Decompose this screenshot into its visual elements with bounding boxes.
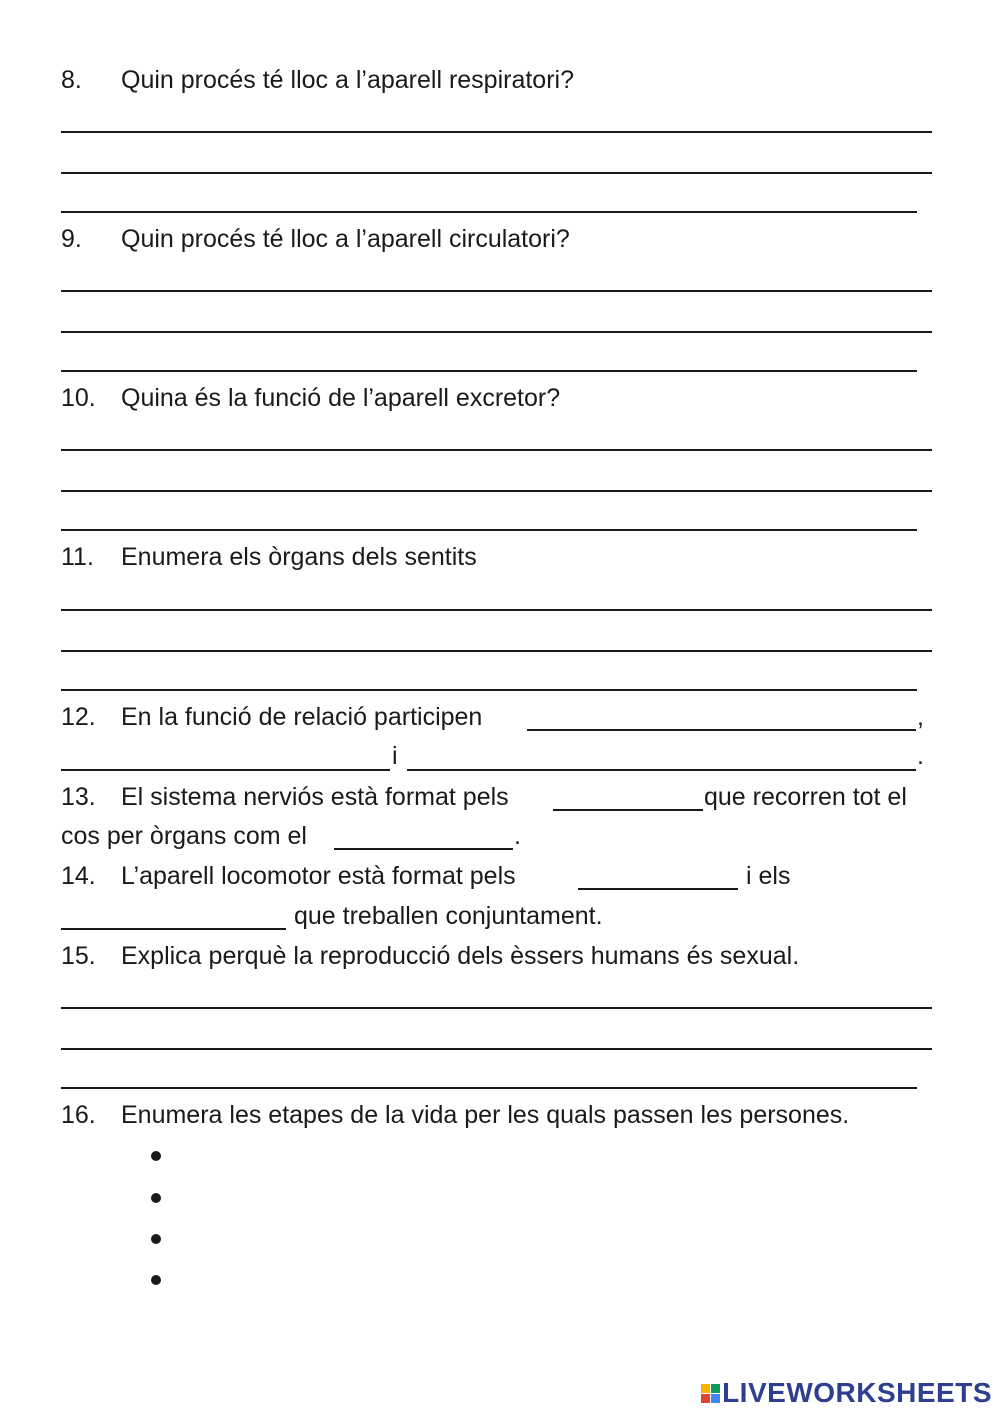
answer-line[interactable] [61,1048,932,1050]
answer-line[interactable] [61,449,932,451]
answer-line[interactable] [61,609,932,611]
question-8 [61,65,574,95]
answer-line[interactable] [61,211,917,213]
blank-field[interactable] [578,888,738,890]
answer-line[interactable] [61,290,932,292]
logo-square-icon [701,1394,710,1403]
liveworksheets-logo [701,1377,992,1409]
bullet-point [151,1234,161,1244]
question-text: En la funció de relació participen [121,703,483,731]
answer-line[interactable] [61,1087,917,1089]
question-11 [61,542,477,572]
question-number: 16. [61,1101,96,1129]
question-text: Enumera els òrgans dels sentits [121,543,477,571]
answer-line[interactable] [61,689,917,691]
answer-line[interactable] [61,529,917,531]
logo-square-icon [711,1394,720,1403]
question-number: 11. [61,543,94,571]
question-text: Enumera les etapes de la vida per les quals passen les persones. [121,1101,850,1129]
answer-line[interactable] [61,1007,932,1009]
question-text: Explica perquè la reproducció dels èssers humans és sexual. [121,942,800,970]
question-text: L’aparell locomotor està format pels [121,862,516,890]
conjunction-text: i [392,742,398,770]
logo-grid-icon [701,1384,720,1403]
question-number: 10. [61,384,96,412]
blank-field[interactable] [407,769,916,771]
blank-field[interactable] [61,928,286,930]
question-text: Quin procés té lloc a l’aparell circulatori? [121,225,570,253]
answer-line[interactable] [61,650,932,652]
question-number: 13. [61,783,96,811]
answer-line[interactable] [61,331,932,333]
blank-field[interactable] [334,848,513,850]
question-10 [61,383,560,413]
question-text-cont: i els [746,862,791,890]
question-13 [61,782,509,812]
question-text: El sistema nerviós està format pels [121,783,509,811]
question-number: 9. [61,225,82,253]
punctuation: . [917,742,924,770]
bullet-point [151,1275,161,1285]
punctuation: . [514,822,521,850]
question-text: Quin procés té lloc a l’aparell respiratori? [121,66,574,94]
question-14 [61,861,516,891]
answer-line[interactable] [61,490,932,492]
question-text: Quina és la funció de l’aparell excretor? [121,384,561,412]
question-text-cont: que recorren tot el [704,783,907,811]
logo-square-icon [701,1384,710,1393]
bullet-point [151,1151,161,1161]
bullet-point [151,1193,161,1203]
question-text-cont: cos per òrgans com el [61,822,307,850]
question-number: 12. [61,703,96,731]
brand-name: LIVEWORKSHEETS [722,1377,992,1408]
question-number: 8. [61,66,82,94]
punctuation: , [917,703,924,731]
question-9 [61,224,570,254]
answer-line[interactable] [61,131,932,133]
question-text-cont: que treballen conjuntament. [294,902,603,930]
blank-field[interactable] [553,809,703,811]
question-number: 15. [61,942,96,970]
question-16 [61,1100,849,1130]
question-number: 14. [61,862,96,890]
blank-field[interactable] [527,729,916,731]
question-12 [61,702,482,732]
blank-field[interactable] [61,769,390,771]
question-15 [61,941,799,971]
answer-line[interactable] [61,172,932,174]
logo-square-icon [711,1384,720,1393]
answer-line[interactable] [61,370,917,372]
